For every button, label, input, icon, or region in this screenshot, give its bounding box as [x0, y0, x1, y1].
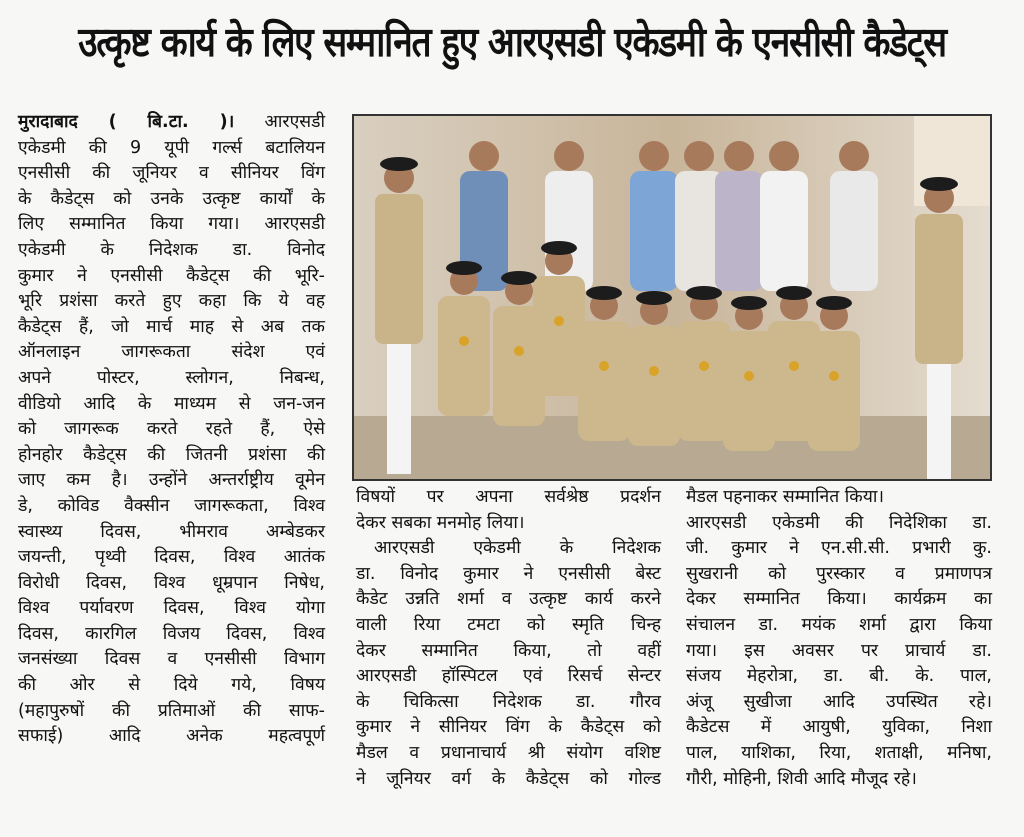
- person-head: [554, 141, 584, 171]
- person-head: [769, 141, 799, 171]
- text-line: जी. कुमार ने एन.सी.सी. प्रभारी कु.: [686, 538, 992, 559]
- text-line: स्वास्थ्य दिवस, भीमराव अम्बेडकर: [18, 521, 325, 542]
- beret: [776, 286, 812, 300]
- text-line: डा. विनोद कुमार ने एनसीसी बेस्ट: [356, 563, 661, 584]
- cadet-body: [808, 331, 860, 451]
- text-line: विषयों पर अपना सर्वश्रेष्ठ प्रदर्शन: [356, 487, 661, 507]
- beret: [380, 157, 418, 171]
- text-line: एनसीसी की जूनियर व सीनियर विंग: [18, 163, 325, 184]
- person-body: [760, 171, 808, 291]
- cadet-body: [915, 214, 963, 364]
- text-line: सफाई) आदि अनेक महत्वपूर्ण: [18, 726, 325, 747]
- text-line: आरएसडी एकेडमी की निदेशिका डा.: [686, 512, 992, 533]
- text-line: दिवस, कारगिल विजय दिवस, विश्व: [18, 623, 325, 644]
- beret: [541, 241, 577, 255]
- group-photo-illustration: [354, 116, 990, 479]
- beret: [920, 177, 958, 191]
- text-line: कुमार ने एनसीसी कैडेट्स की भूरि-: [18, 265, 325, 286]
- text-line: पाल, याशिका, रिया, शताक्षी, मनिषा,: [686, 742, 992, 763]
- article-column-2: [356, 485, 661, 792]
- person-head: [839, 141, 869, 171]
- text-line: ऑनलाइन जागरूकता संदेश एवं: [18, 342, 325, 363]
- person-body: [830, 171, 878, 291]
- medal: [699, 361, 709, 371]
- text-line: मैडल व प्रधानाचार्य श्री संयोग वशिष्ट: [356, 742, 661, 763]
- text-line: के चिकित्सा निदेशक डा. गौरव: [356, 691, 661, 712]
- text-line: आरएसडी: [234, 112, 325, 132]
- person-head: [684, 141, 714, 171]
- cadet-legs: [927, 364, 951, 479]
- text-line: के कैडेट्स को उनके उत्कृष्ट कार्यों के: [18, 188, 325, 209]
- text-line: लिए सम्मानित किया गया। आरएसडी: [18, 214, 325, 235]
- text-line: सुखरानी को पुरस्कार व प्रमाणपत्र: [686, 563, 992, 584]
- text-line: विरोधी दिवस, विश्व धूम्रपान निषेध,: [18, 572, 325, 593]
- text-line: डे, कोविड वैक्सीन जागरूकता, विश्व: [18, 495, 325, 516]
- cadet-body: [375, 194, 423, 344]
- text-line: जाए कम है। उन्होंने अन्तर्राष्ट्रीय वूमेन: [18, 470, 325, 491]
- text-line: कैडेट उन्नति शर्मा व उत्कृष्ट कार्य करने: [356, 589, 661, 610]
- cadet-body: [678, 321, 730, 441]
- beret: [636, 291, 672, 305]
- medal: [459, 336, 469, 346]
- text-line: गया। इस अवसर पर प्राचार्य डा.: [686, 640, 992, 661]
- beret: [586, 286, 622, 300]
- text-line: देकर सम्मानित किया। कार्यक्रम का: [686, 589, 992, 610]
- text-line: अंजू सुखीजा आदि उपस्थित रहे।: [686, 691, 992, 712]
- text-line: कैडेटस में आयुषी, युविका, निशा: [686, 717, 992, 738]
- medal: [744, 371, 754, 381]
- person-head: [639, 141, 669, 171]
- article-column-1: [18, 110, 325, 750]
- cadet-body: [533, 276, 585, 396]
- text-line: भूरि प्रशंसा करते हुए कहा कि ये वह: [18, 291, 325, 312]
- text-line: जयन्ती, पृथ्वी दिवस, विश्व आतंक: [18, 547, 325, 568]
- medal: [599, 361, 609, 371]
- text-line: संजय मेहरोत्रा, डा. बी. के. पाल,: [686, 666, 992, 687]
- text-line: कैडेट्स हैं, जो मार्च माह से अब तक: [18, 316, 325, 337]
- text-line: वीडियो आदि के माध्यम से जन-जन: [18, 393, 325, 414]
- text-line: एकेडमी की 9 यूपी गर्ल्स बटालियन: [18, 137, 325, 158]
- cadet-body: [628, 326, 680, 446]
- person-head: [469, 141, 499, 171]
- medal: [649, 366, 659, 376]
- text-line: देकर सबका मनमोह लिया।: [356, 512, 525, 533]
- text-line: (महापुरुषों की प्रतिमाओं की साफ-: [18, 700, 325, 721]
- beret: [731, 296, 767, 310]
- text-line: गौरी, मोहिनी, शिवी आदि मौजूद रहे।: [686, 768, 917, 789]
- text-line: देकर सम्मानित किया, तो वहीं: [356, 640, 661, 661]
- text-line: वाली रिया टमटा को स्मृति चिन्ह: [356, 614, 661, 635]
- text-line: होनहोर कैडेट्स की जितनी प्रशंसा की: [18, 444, 325, 465]
- text-line: कुमार ने सीनियर विंग के कैडेट्स को: [356, 717, 661, 738]
- text-line: आरएसडी हॉस्पिटल एवं रिसर्च सेन्टर: [356, 666, 661, 687]
- text-line: एकेडमी के निदेशक डा. विनोद: [18, 239, 325, 260]
- text-line: ने जूनियर वर्ग के कैडेट्स को गोल्ड: [356, 768, 661, 789]
- article-column-3: [686, 485, 992, 792]
- text-line: संचालन डा. मयंक शर्मा द्वारा किया: [686, 614, 992, 635]
- dateline-line: [18, 110, 325, 136]
- beret: [446, 261, 482, 275]
- cadet-body: [438, 296, 490, 416]
- person-body: [630, 171, 678, 291]
- text-line: की ओर से दिये गये, विषय: [18, 675, 325, 696]
- text-line: विश्व पर्यावरण दिवस, विश्व योगा: [18, 598, 325, 619]
- news-photo: [352, 114, 992, 481]
- text-line: जनसंख्या दिवस व एनसीसी विभाग: [18, 649, 325, 670]
- cadet-body: [723, 331, 775, 451]
- beret: [816, 296, 852, 310]
- cadet-body: [578, 321, 630, 441]
- headline: उत्कृष्ट कार्य के लिए सम्मानित हुए आरएसडी एकेडमी के एनसीसी कैडेट्स: [78, 18, 946, 66]
- person-body: [715, 171, 763, 291]
- person-head: [724, 141, 754, 171]
- medal: [789, 361, 799, 371]
- medal: [554, 316, 564, 326]
- text-line: आरएसडी एकेडमी के निदेशक: [374, 538, 661, 559]
- text-line: को जागरूक करते रहते हैं, ऐसे: [18, 419, 325, 440]
- beret: [686, 286, 722, 300]
- medal: [829, 371, 839, 381]
- medal: [514, 346, 524, 356]
- beret: [501, 271, 537, 285]
- adjacent-column-edge: [1010, 160, 1024, 820]
- dateline: मुरादाबाद ( बि.टा. )।: [18, 112, 235, 132]
- text-line: अपने पोस्टर, स्लोगन, निबन्ध,: [18, 367, 325, 388]
- cadet-legs: [387, 344, 411, 474]
- text-line: मैडल पहनाकर सम्मानित किया।: [686, 487, 885, 507]
